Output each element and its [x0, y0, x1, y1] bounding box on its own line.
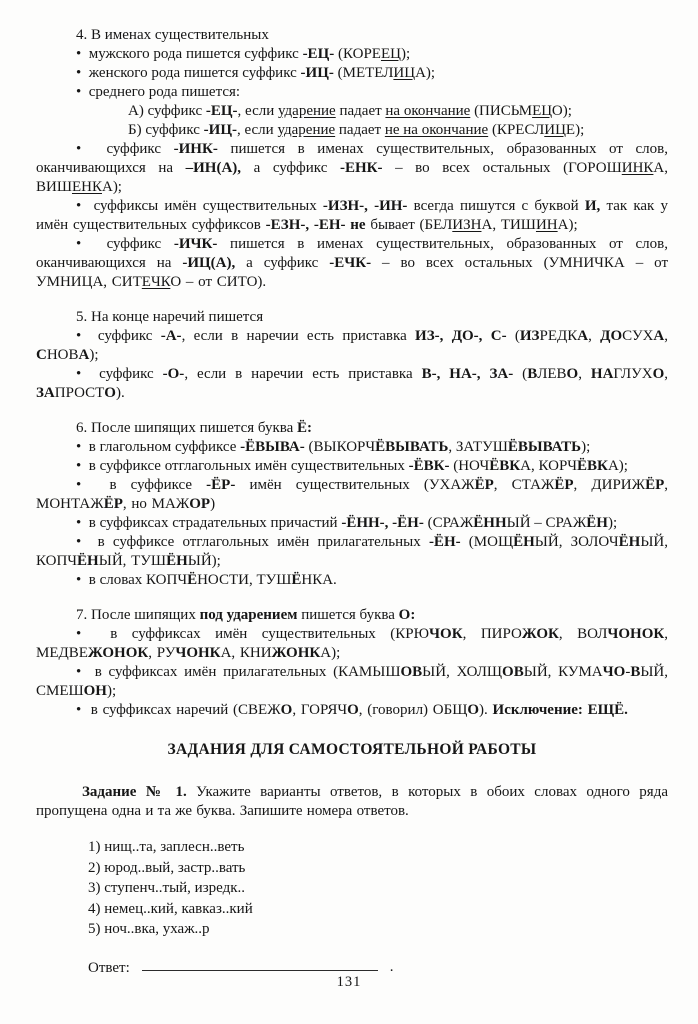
text-segment: , если	[237, 103, 278, 119]
rule-6-yovk	[36, 457, 668, 476]
text-segment: А) суффикс	[128, 103, 206, 119]
rule-4-ink-enk	[36, 140, 668, 197]
text-segment: , если	[236, 122, 278, 138]
text-segment: ЁВЫВАТЬ	[375, 439, 449, 455]
text-segment: ЖОК	[521, 626, 559, 642]
text-segment: 5. На конце наречий пишется	[76, 309, 264, 325]
task-1-description	[36, 783, 668, 821]
rule-6-yon-adj	[36, 533, 668, 571]
text-segment: );	[581, 439, 591, 455]
text-segment: ЫЙ, ЗОЛОЧ	[534, 534, 619, 550]
text-segment: ).	[479, 702, 493, 718]
text-segment: -ЕЧК-	[329, 255, 372, 271]
text-segment: Задание № 1.	[82, 784, 187, 800]
text-segment: ЁВК	[489, 458, 521, 474]
text-segment: А);	[320, 645, 341, 661]
text-segment: , ГОРЯЧ	[292, 702, 348, 718]
text-segment: НА	[590, 366, 614, 382]
text-segment: всегда пишутся с буквой	[407, 198, 585, 214]
text-segment: ИН	[535, 217, 558, 233]
text-segment: ЫЙ, СМЕШ	[36, 664, 669, 699]
text-segment: (	[506, 328, 520, 344]
text-segment: ЫЙ, КОПЧ	[36, 534, 668, 569]
text-segment: , (говорил) ОБЩ	[358, 702, 468, 718]
text-segment: (ПИСЬМ	[470, 103, 533, 119]
text-segment: (МОЩ	[460, 534, 514, 550]
text-segment: 4) немец..кий, кавказ..кий	[88, 900, 253, 917]
text-segment: ударение	[277, 122, 336, 138]
text-segment: ЁНН	[473, 515, 507, 531]
text-segment: ЗА	[36, 385, 55, 401]
rule-7-adjectives	[36, 663, 668, 701]
text-segment: А, ТИШ	[481, 217, 536, 233]
text-segment: Укажите варианты ответов, в которых в обоих словах одного ряда пропущена одна и та же буква. Запишите номера ответов.	[36, 784, 668, 819]
text-segment: Е);	[565, 122, 585, 138]
text-segment: ЫЙ – СРАЖ	[506, 515, 587, 531]
text-segment: • суффикс	[76, 236, 174, 252]
text-segment: имён существительных (УХАЖ	[235, 477, 475, 493]
text-segment: 2) юрод..вый, застр..вать	[88, 859, 246, 876]
text-segment: (КОРЕ	[334, 46, 381, 62]
text-segment: ИЗ-, ДО-, С-	[415, 328, 507, 344]
rule-6-yovyva	[36, 438, 668, 457]
text-segment: пишется в именах существительных, образованных от слов, оканчивающихся на	[36, 236, 668, 271]
text-segment: ЁВЫВАТЬ	[507, 439, 582, 455]
rule-4-neuter-a	[36, 102, 668, 121]
text-segment: • женского рода пишется суффикс	[76, 65, 301, 81]
rule-6-words	[36, 571, 668, 590]
rule-4-ichk-echk	[36, 235, 668, 292]
answer-option-3	[36, 878, 668, 899]
text-segment: ИНК	[621, 160, 654, 176]
text-segment: А	[653, 328, 665, 344]
text-segment: , МОНТАЖ	[36, 477, 668, 512]
text-segment: • в суффиксах наречий (СВЕЖ	[76, 702, 281, 718]
text-segment: 5) ноч..вка, ухаж..р	[88, 921, 210, 937]
text-segment: , РУ	[148, 645, 176, 661]
rule-4-neuter	[36, 83, 668, 102]
text-segment: ДО	[600, 328, 623, 344]
text-segment: , ВОЛ	[558, 626, 608, 642]
task-content	[36, 783, 668, 821]
rule-7-title	[36, 606, 668, 625]
text-segment: В	[527, 366, 538, 382]
text-segment: И,	[584, 198, 601, 214]
text-segment: Ё	[187, 572, 198, 588]
rule-4-masculine	[36, 45, 668, 64]
text-segment: (	[513, 366, 528, 382]
rule-4-feminine	[36, 64, 668, 83]
text-segment: О	[467, 702, 480, 718]
text-segment: );	[400, 46, 411, 62]
text-segment: , СТАЖ	[493, 477, 555, 493]
text-segment: на окончание	[385, 103, 471, 119]
text-segment: – во всех остальных (УМНИЧКА – от УМНИЦА, СИТ	[36, 255, 668, 290]
text-segment: под ударением	[199, 607, 298, 623]
text-segment: 4. В именах существительных	[76, 27, 269, 43]
text-segment: , ДИРИЖ	[573, 477, 646, 493]
text-segment: ЧО	[602, 664, 626, 680]
text-segment: • в суффиксах имён прилагательных (КАМЫШ	[76, 664, 401, 680]
text-segment: А, ВИШ	[36, 160, 669, 195]
text-segment: 7. После шипящих	[76, 607, 200, 623]
text-segment: – во всех остальных (ГОРОШ	[382, 160, 622, 176]
rule-4-neuter-b	[36, 121, 668, 140]
text-segment: • в словах КОПЧ	[76, 572, 188, 588]
page-number: 131	[336, 974, 362, 990]
text-segment: ударение	[278, 103, 336, 119]
text-segment: ЁВК	[577, 458, 608, 474]
rule-7-nouns	[36, 625, 668, 663]
text-segment: , но МАЖ	[122, 496, 190, 512]
text-segment: -ЁВК-	[408, 458, 450, 474]
text-segment: ЕЦ	[380, 46, 401, 62]
text-segment: С	[36, 347, 47, 363]
text-segment: ГЛУХ	[613, 366, 653, 382]
text-segment: Ё	[291, 572, 302, 588]
text-segment: -ЕНК-	[339, 160, 383, 176]
text-segment: А, КОРЧ	[520, 458, 578, 474]
text-segment: ОН	[83, 683, 107, 699]
text-segment: (МЕТЕЛ	[333, 65, 394, 81]
rules-content	[36, 26, 668, 720]
text-segment: ЕЧК	[141, 274, 171, 290]
text-segment: ЫЙ, ТУШ	[98, 553, 167, 569]
text-segment: А);	[557, 217, 578, 233]
text-segment: -ИЦ-	[300, 65, 334, 81]
text-segment: А	[78, 347, 90, 363]
text-segment: НКА.	[301, 572, 337, 588]
text-segment: -ЕЗН-, -ЕН- не	[265, 217, 366, 233]
text-segment: НОВ	[46, 347, 79, 363]
text-segment: (ВЫКОРЧ	[304, 439, 376, 455]
text-segment: Исключение:	[492, 702, 583, 718]
text-segment: ОВ	[502, 664, 524, 680]
text-segment: ЁР	[645, 477, 665, 493]
text-segment: • суффикс	[76, 141, 174, 157]
text-segment: бывает (БЕЛ	[365, 217, 453, 233]
text-segment: а суффикс	[235, 255, 330, 271]
text-segment: –ИН(А),	[185, 160, 242, 176]
text-segment: ИЦ	[393, 65, 416, 81]
text-segment: );	[106, 683, 117, 699]
text-segment: В-, НА-, ЗА-	[421, 366, 514, 382]
rule-6-yonn	[36, 514, 668, 533]
text-segment: ЁН	[618, 534, 641, 550]
rule-6-title	[36, 419, 668, 438]
text-segment: А	[577, 328, 589, 344]
answer-option-2	[36, 858, 668, 879]
text-segment: О	[652, 366, 665, 382]
text-segment: НОСТИ, ТУШ	[197, 572, 292, 588]
text-segment: -ИНК-	[173, 141, 218, 157]
answer-options-list	[36, 837, 668, 940]
text-segment: (КРЕСЛ	[488, 122, 545, 138]
text-segment: ИЗ	[519, 328, 540, 344]
text-segment: -ЁНН-, -ЁН-	[341, 515, 424, 531]
text-segment: ОР	[189, 496, 211, 512]
text-segment: так как у имён существительных суффиксов	[36, 198, 668, 233]
text-segment: ЁН	[513, 534, 535, 550]
answer-option-4	[36, 899, 668, 920]
text-segment: ЧОНК	[175, 645, 221, 661]
text-segment: • мужского рода пишется суффикс	[76, 46, 303, 62]
text-segment: О	[566, 366, 579, 382]
text-segment: • суффикс	[76, 328, 161, 344]
answer-option-5	[36, 919, 668, 940]
text-segment: не на окончание	[384, 122, 489, 138]
text-segment: О	[280, 702, 293, 718]
text-segment: • в суффиксах страдательных причастий	[76, 515, 342, 531]
text-segment: ИЦ	[544, 122, 566, 138]
text-segment: ЖОНОК	[87, 645, 149, 661]
text-segment: ,	[578, 366, 591, 382]
text-segment: , ПИРО	[462, 626, 522, 642]
text-segment: )	[210, 496, 216, 512]
text-segment: ЫЙ);	[187, 553, 221, 569]
rule-4-title	[36, 26, 668, 45]
text-segment: ЁН	[77, 553, 99, 569]
rule-4-izn-in	[36, 197, 668, 235]
text-segment: ЧОК	[429, 626, 463, 642]
text-segment: а суффикс	[241, 160, 340, 176]
text-segment: Б) суффикс	[128, 122, 204, 138]
text-segment: О	[104, 385, 116, 401]
text-segment: ОВ	[400, 664, 423, 680]
text-segment: ЕНК	[71, 179, 102, 195]
text-segment: • в суффиксе отглагольных имён прилагательных	[76, 534, 429, 550]
text-segment: ЁР	[554, 477, 574, 493]
text-segment: , если в наречии есть приставка	[184, 366, 422, 382]
rule-6-yor	[36, 476, 668, 514]
text-segment: • в глагольном суффиксе	[76, 439, 241, 455]
text-segment: О:	[398, 607, 416, 623]
text-segment: ЛЕВ	[537, 366, 567, 382]
text-segment: ,	[588, 328, 601, 344]
rule-7-adverbs	[36, 701, 668, 720]
text-segment: СУХ	[622, 328, 654, 344]
text-segment: пишется в именах существительных, образованных от слов, оканчивающихся на	[36, 141, 668, 176]
text-segment: ЧОНОК	[607, 626, 665, 642]
text-segment: • в суффиксах имён существительных (КРЮ	[76, 626, 430, 642]
text-segment: ,	[664, 366, 669, 382]
text-segment: ЫЙ, ХОЛЩ	[422, 664, 503, 680]
text-segment: ЁР	[474, 477, 494, 493]
text-segment: ЁН	[166, 553, 188, 569]
text-segment: -ИЦ-	[203, 122, 237, 138]
text-segment: • среднего рода пишется:	[76, 84, 241, 100]
text-segment: О);	[551, 103, 572, 119]
text-segment: А, КНИ	[220, 645, 272, 661]
text-segment: , если в наречии есть приставка	[181, 328, 416, 344]
rule-5-suffix-a	[36, 327, 668, 365]
text-segment: ,	[664, 328, 669, 344]
text-segment: ЖОНК	[271, 645, 321, 661]
text-segment: • в суффиксе отглагольных имён существительных	[76, 458, 409, 474]
text-segment: , ЗАТУШ	[448, 439, 508, 455]
text-segment: 3) ступенч..тый, изредк..	[88, 880, 246, 896]
text-segment: -ИЦ(А),	[182, 255, 236, 271]
text-segment: ИЗН	[452, 217, 482, 233]
text-segment: -ИЧК-	[173, 236, 218, 252]
text-segment: ЁН	[586, 515, 608, 531]
text-segment: ЫЙ, КУМА	[523, 664, 603, 680]
text-segment: (СРАЖ	[423, 515, 474, 531]
text-segment: ЁР	[103, 496, 123, 512]
answer-blank-line	[142, 958, 378, 972]
text-segment: -О-	[162, 366, 185, 382]
rule-5-title	[36, 308, 668, 327]
text-segment: -ЁН-	[428, 534, 461, 550]
text-segment: падает	[335, 103, 386, 119]
text-segment: , МЕДВЕ	[36, 626, 669, 661]
answer-period: .	[389, 959, 394, 976]
text-segment: А);	[607, 458, 628, 474]
text-segment: падает	[335, 122, 385, 138]
text-segment: пишется буква	[297, 607, 399, 623]
section-heading: ЗАДАНИЯ ДЛЯ САМОСТОЯТЕЛЬНОЙ РАБОТЫ	[167, 741, 537, 758]
text-segment: В	[630, 664, 641, 680]
text-segment: -А-	[160, 328, 182, 344]
text-segment: -ЁВЫВА-	[240, 439, 305, 455]
text-segment: );	[89, 347, 99, 363]
text-segment: • в суффиксе	[76, 477, 207, 493]
answer-label: Ответ:	[88, 959, 130, 976]
text-segment: А);	[101, 179, 122, 195]
text-segment: РЕДК	[539, 328, 578, 344]
text-segment: 1) нищ..та, заплесн..веть	[88, 839, 245, 855]
rule-5-suffix-o	[36, 365, 668, 403]
text-segment: О	[347, 702, 359, 718]
text-segment: Ё:	[297, 420, 313, 436]
text-segment: ).	[115, 385, 125, 401]
text-segment: ПРОСТ	[54, 385, 105, 401]
text-segment: А);	[415, 65, 436, 81]
text-segment: 6. После шипящих пишется буква	[76, 420, 298, 436]
text-segment: -	[625, 664, 631, 680]
text-segment: -ИЗН-, -ИН-	[322, 198, 408, 214]
text-segment: ЕЩЁ.	[587, 702, 628, 718]
text-segment: -ЕЦ-	[205, 103, 238, 119]
text-segment: ЕЦ	[532, 103, 552, 119]
answer-option-1	[36, 837, 668, 858]
text-segment: О – от СИТО).	[170, 274, 267, 290]
text-segment: -ЕЦ-	[302, 46, 335, 62]
text-segment: • суффикс	[76, 366, 163, 382]
text-segment: );	[607, 515, 618, 531]
text-segment: (НОЧ	[449, 458, 490, 474]
text-segment: -ЁР-	[206, 477, 236, 493]
text-segment: • суффиксы имён существительных	[76, 198, 323, 214]
